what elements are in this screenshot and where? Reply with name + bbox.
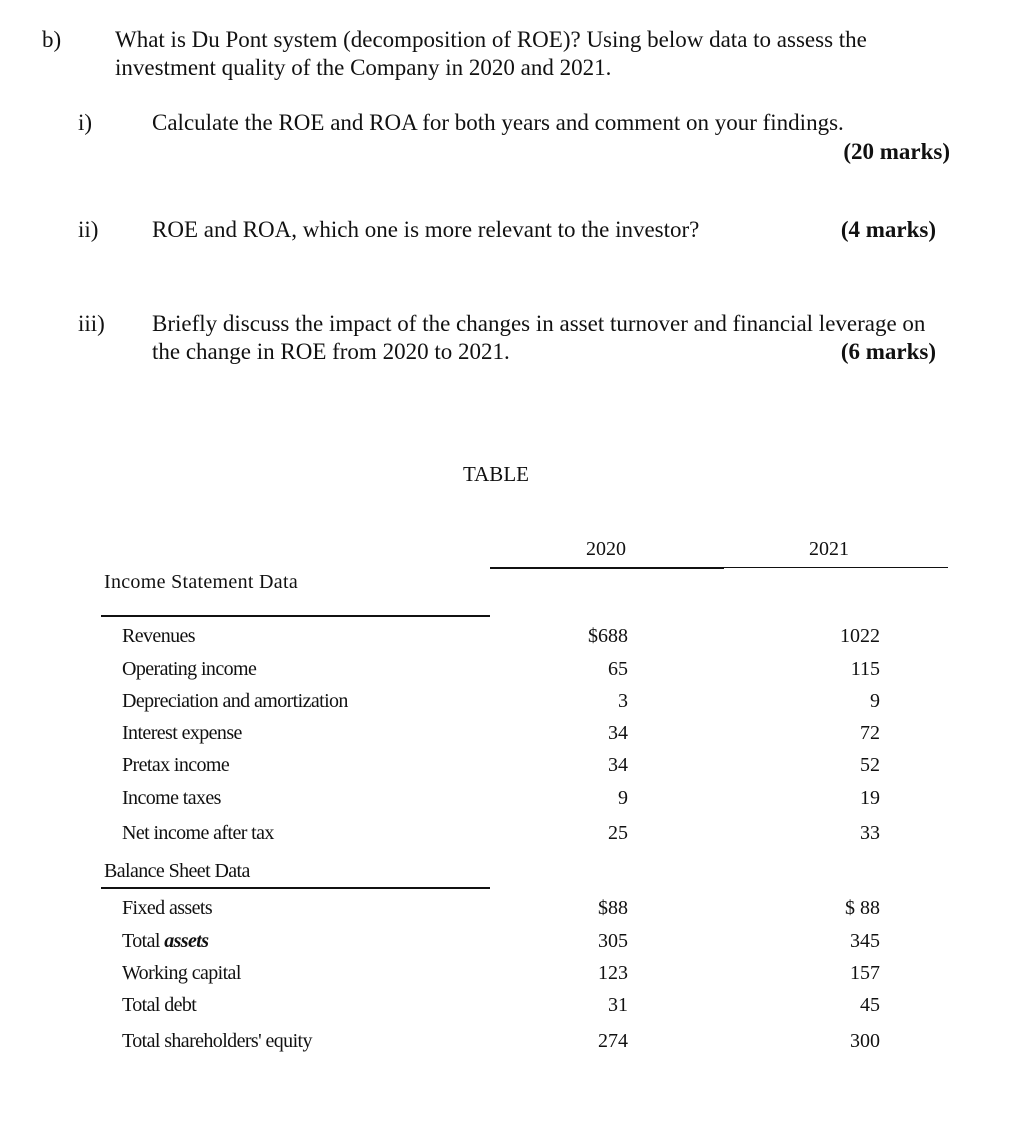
value-2020: 9 <box>618 787 628 809</box>
row-label: Pretax income <box>122 754 230 776</box>
part-i-text: Calculate the ROE and ROA for both years and comment on your findings. <box>152 110 844 135</box>
row-label: Revenues <box>122 625 195 647</box>
part-iii-text-line1: Briefly discuss the impact of the changes in asset turnover and financial leverage on <box>152 311 926 336</box>
row-label: Income taxes <box>122 787 221 809</box>
value-2021: 157 <box>850 962 880 984</box>
row-label: Fixed assets <box>122 897 213 919</box>
value-2020: 65 <box>608 658 628 680</box>
value-2021: 300 <box>850 1030 880 1052</box>
row-label: Interest expense <box>122 722 242 744</box>
part-i-marks: (20 marks) <box>843 139 950 164</box>
part-ii-marks: (4 marks) <box>840 217 936 242</box>
header-rule-2021 <box>724 567 948 568</box>
part-i-number: i) <box>78 110 93 135</box>
question-text-line2: investment quality of the Company in 2020 and 2021. <box>115 55 612 80</box>
income-header-rule <box>101 615 490 617</box>
row-label: Working capital <box>122 962 241 984</box>
question-text-line1: What is Du Pont system (decomposition of ROE)? Using below data to assess the <box>115 27 867 52</box>
value-2021: 45 <box>860 994 880 1016</box>
value-2020: 34 <box>608 754 628 776</box>
value-2020: 31 <box>608 994 628 1016</box>
value-2021: 33 <box>860 822 880 844</box>
row-label: Operating income <box>122 658 257 680</box>
part-iii-number: iii) <box>78 311 105 336</box>
year-2020-header: 2020 <box>586 538 626 560</box>
row-label: Depreciation and amortization <box>122 690 348 712</box>
value-2020: 3 <box>618 690 628 712</box>
income-statement-header: Income Statement Data <box>104 571 299 593</box>
value-2020: 25 <box>608 822 628 844</box>
value-2020: $88 <box>598 897 628 919</box>
value-2021: 52 <box>860 754 880 776</box>
part-ii-text: ROE and ROA, which one is more relevant to the investor? <box>152 217 700 242</box>
row-label-emphasis: assets <box>164 930 209 952</box>
value-2021: 1022 <box>840 625 880 647</box>
row-label <box>122 929 208 953</box>
row-label-prefix: Total <box>122 930 165 952</box>
value-2021: $ 88 <box>845 897 880 919</box>
balance-header-rule <box>101 887 490 889</box>
balance-sheet-header: Balance Sheet Data <box>104 860 250 882</box>
value-2020: 34 <box>608 722 628 744</box>
part-iii-marks: (6 marks) <box>840 339 936 364</box>
value-2020: $688 <box>588 625 628 647</box>
row-label: Total debt <box>122 994 197 1016</box>
value-2021: 19 <box>860 787 880 809</box>
row-label: Net income after tax <box>122 822 274 844</box>
table-title: TABLE <box>463 462 529 486</box>
value-2021: 72 <box>860 722 880 744</box>
value-2020: 305 <box>598 930 628 952</box>
value-2021: 9 <box>870 690 880 712</box>
part-ii-number: ii) <box>78 217 99 242</box>
header-rule-2020 <box>490 567 724 569</box>
value-2021: 345 <box>850 930 880 952</box>
value-2020: 123 <box>598 962 628 984</box>
value-2020: 274 <box>598 1030 628 1052</box>
value-2021: 115 <box>850 658 880 680</box>
row-label: Total shareholders' equity <box>122 1030 312 1052</box>
year-2021-header: 2021 <box>809 538 849 560</box>
part-iii-text-line2: the change in ROE from 2020 to 2021. <box>152 339 510 364</box>
question-label: b) <box>42 27 62 52</box>
